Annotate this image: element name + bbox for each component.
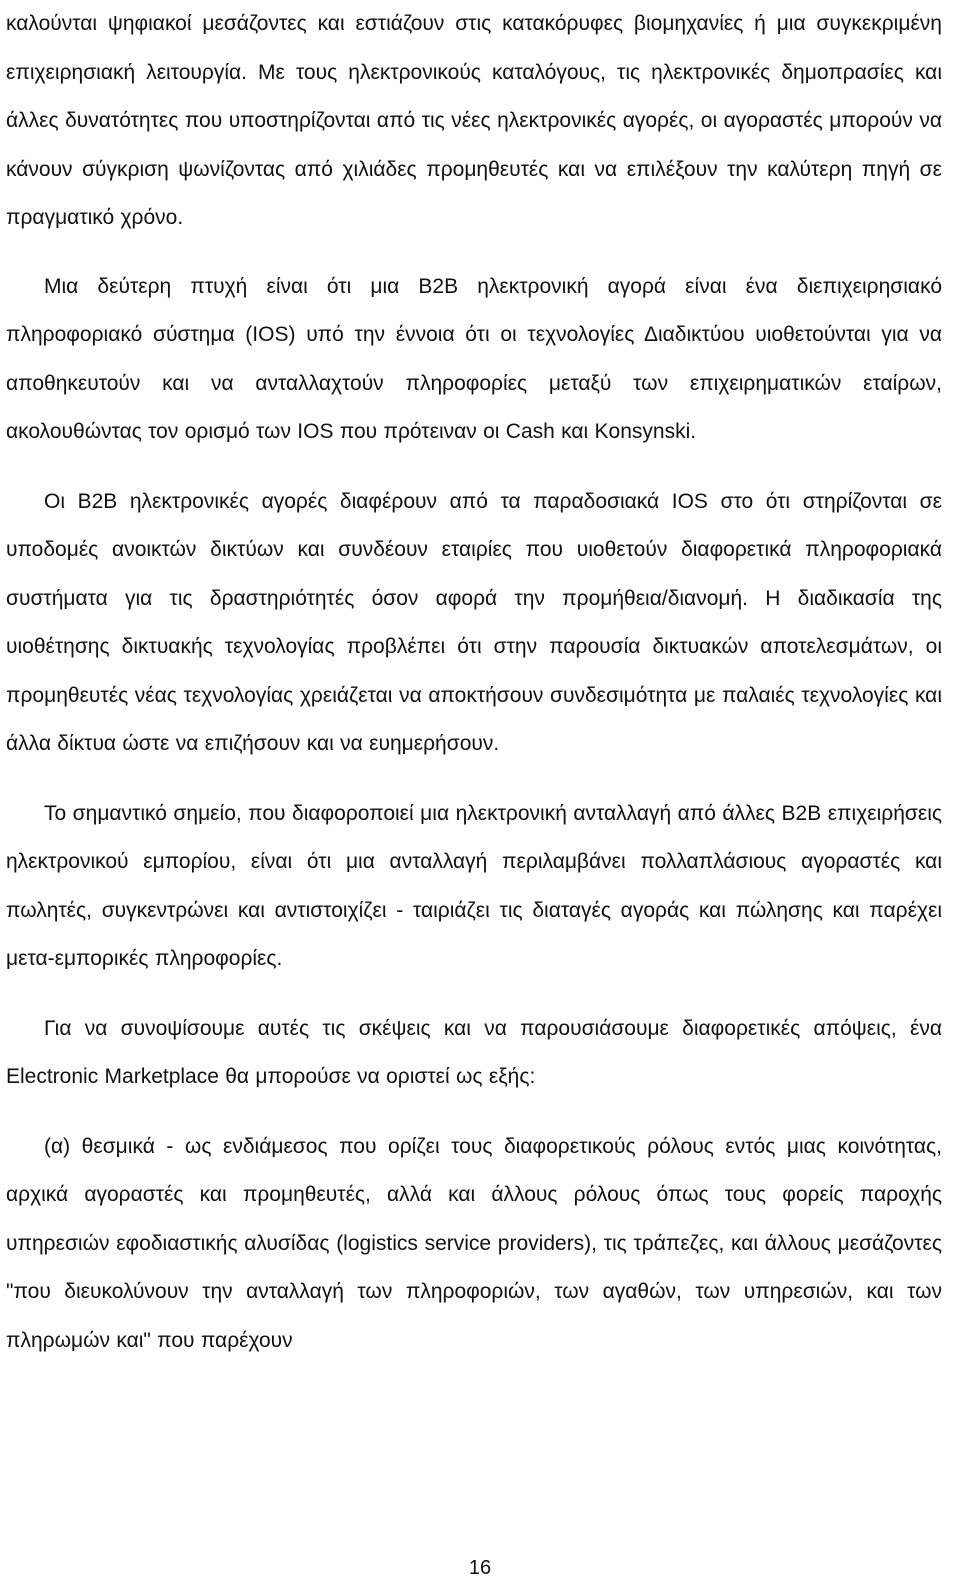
paragraph-definition-a: (α) θεσμικά - ως ενδιάμεσος που ορίζει τους διαφορετικούς ρόλους εντός μιας κοινότητας, αρχικά αγοραστές και προμηθευτές, αλλά και άλλους ρόλους όπως τους φορείς παροχής υπηρεσιών εφοδιαστικής αλυσίδας (logistics service providers), τις τράπεζες, και άλλους μεσάζοντες "που διευκολύνουν την ανταλλαγή των πληροφοριών, των αγαθών, των υπηρεσιών, και των πληρωμών και" που παρέχουν [6,1134,942,1352]
document-page [6,0,942,1365]
paragraph-exchange-distinction: Το σημαντικό σημείο, που διαφοροποιεί μια ηλεκτρονική ανταλλαγή από άλλες B2B επιχειρήσεις ηλεκτρονικού εμπορίου, είναι ότι μια ανταλλαγή περιλαμβάνει πολλαπλάσιους αγοραστές και πωλητές, συγκεντρώνει και αντιστοιχίζει - ταιριάζει τις διαταγές αγοράς και πώλησης και παρέχει μετα-εμπορικές πληροφορίες. [6,801,942,970]
page-number: 16 [468,1557,492,1579]
paragraph-b2b-vs-ios: Οι B2B ηλεκτρονικές αγορές διαφέρουν από τα παραδοσιακά IOS στο ότι στηρίζονται σε υποδομές ανοικτών δικτύων και συνδέουν εταιρίες που υιοθετούν διαφορετικά πληροφοριακά συστήματα για τις δραστηριότητές όσον αφορά την προμήθεια/διανομή. Η διαδικασία της υιοθέτησης δικτυακής τεχνολογίας προβλέπει ότι στην παρουσία δικτυακών αποτελεσμάτων, οι προμηθευτές νέας τεχνολογίας χρειάζεται να αποκτήσουν συνδεσιμότητα με παλαιές τεχνολογίες και άλλα δίκτυα ώστε να επιζήσουν και να ευημερήσουν. [6,489,942,755]
paragraph-b2b-ios: Μια δεύτερη πτυχή είναι ότι μια B2B ηλεκτρονική αγορά είναι ένα διεπιχειρησιακό πληροφοριακό σύστημα (IOS) υπό την έννοια ότι οι τεχνολογίες Διαδικτύου υιοθετούνται για να αποθηκευτούν και να ανταλλαχτούν πληροφορίες μεταξύ των επιχειρηματικών εταίρων, ακολουθώντας τον ορισμό των IOS που πρότειναν οι Cash και Konsynski. [6,274,942,443]
paragraph-continuation: καλούνται ψηφιακοί μεσάζοντες και εστιάζουν στις κατακόρυφες βιομηχανίες ή μια συγκεκριμένη επιχειρησιακή λειτουργία. Με τους ηλεκτρονικούς καταλόγους, τις ηλεκτρονικές δημοπρασίες και άλλες δυνατότητες που υποστηρίζονται από τις νέες ηλεκτρονικές αγορές, οι αγοραστές μπορούν να κάνουν σύγκριση ψωνίζοντας από χιλιάδες προμηθευτές και να επιλέξουν την καλύτερη πηγή σε πραγματικό χρόνο. [6,12,942,229]
paragraph-summary: Για να συνοψίσουμε αυτές τις σκέψεις και να παρουσιάσουμε διαφορετικές απόψεις, ένα Electronic Marketplace θα μπορούσε να οριστεί ως εξής: [6,1016,942,1088]
